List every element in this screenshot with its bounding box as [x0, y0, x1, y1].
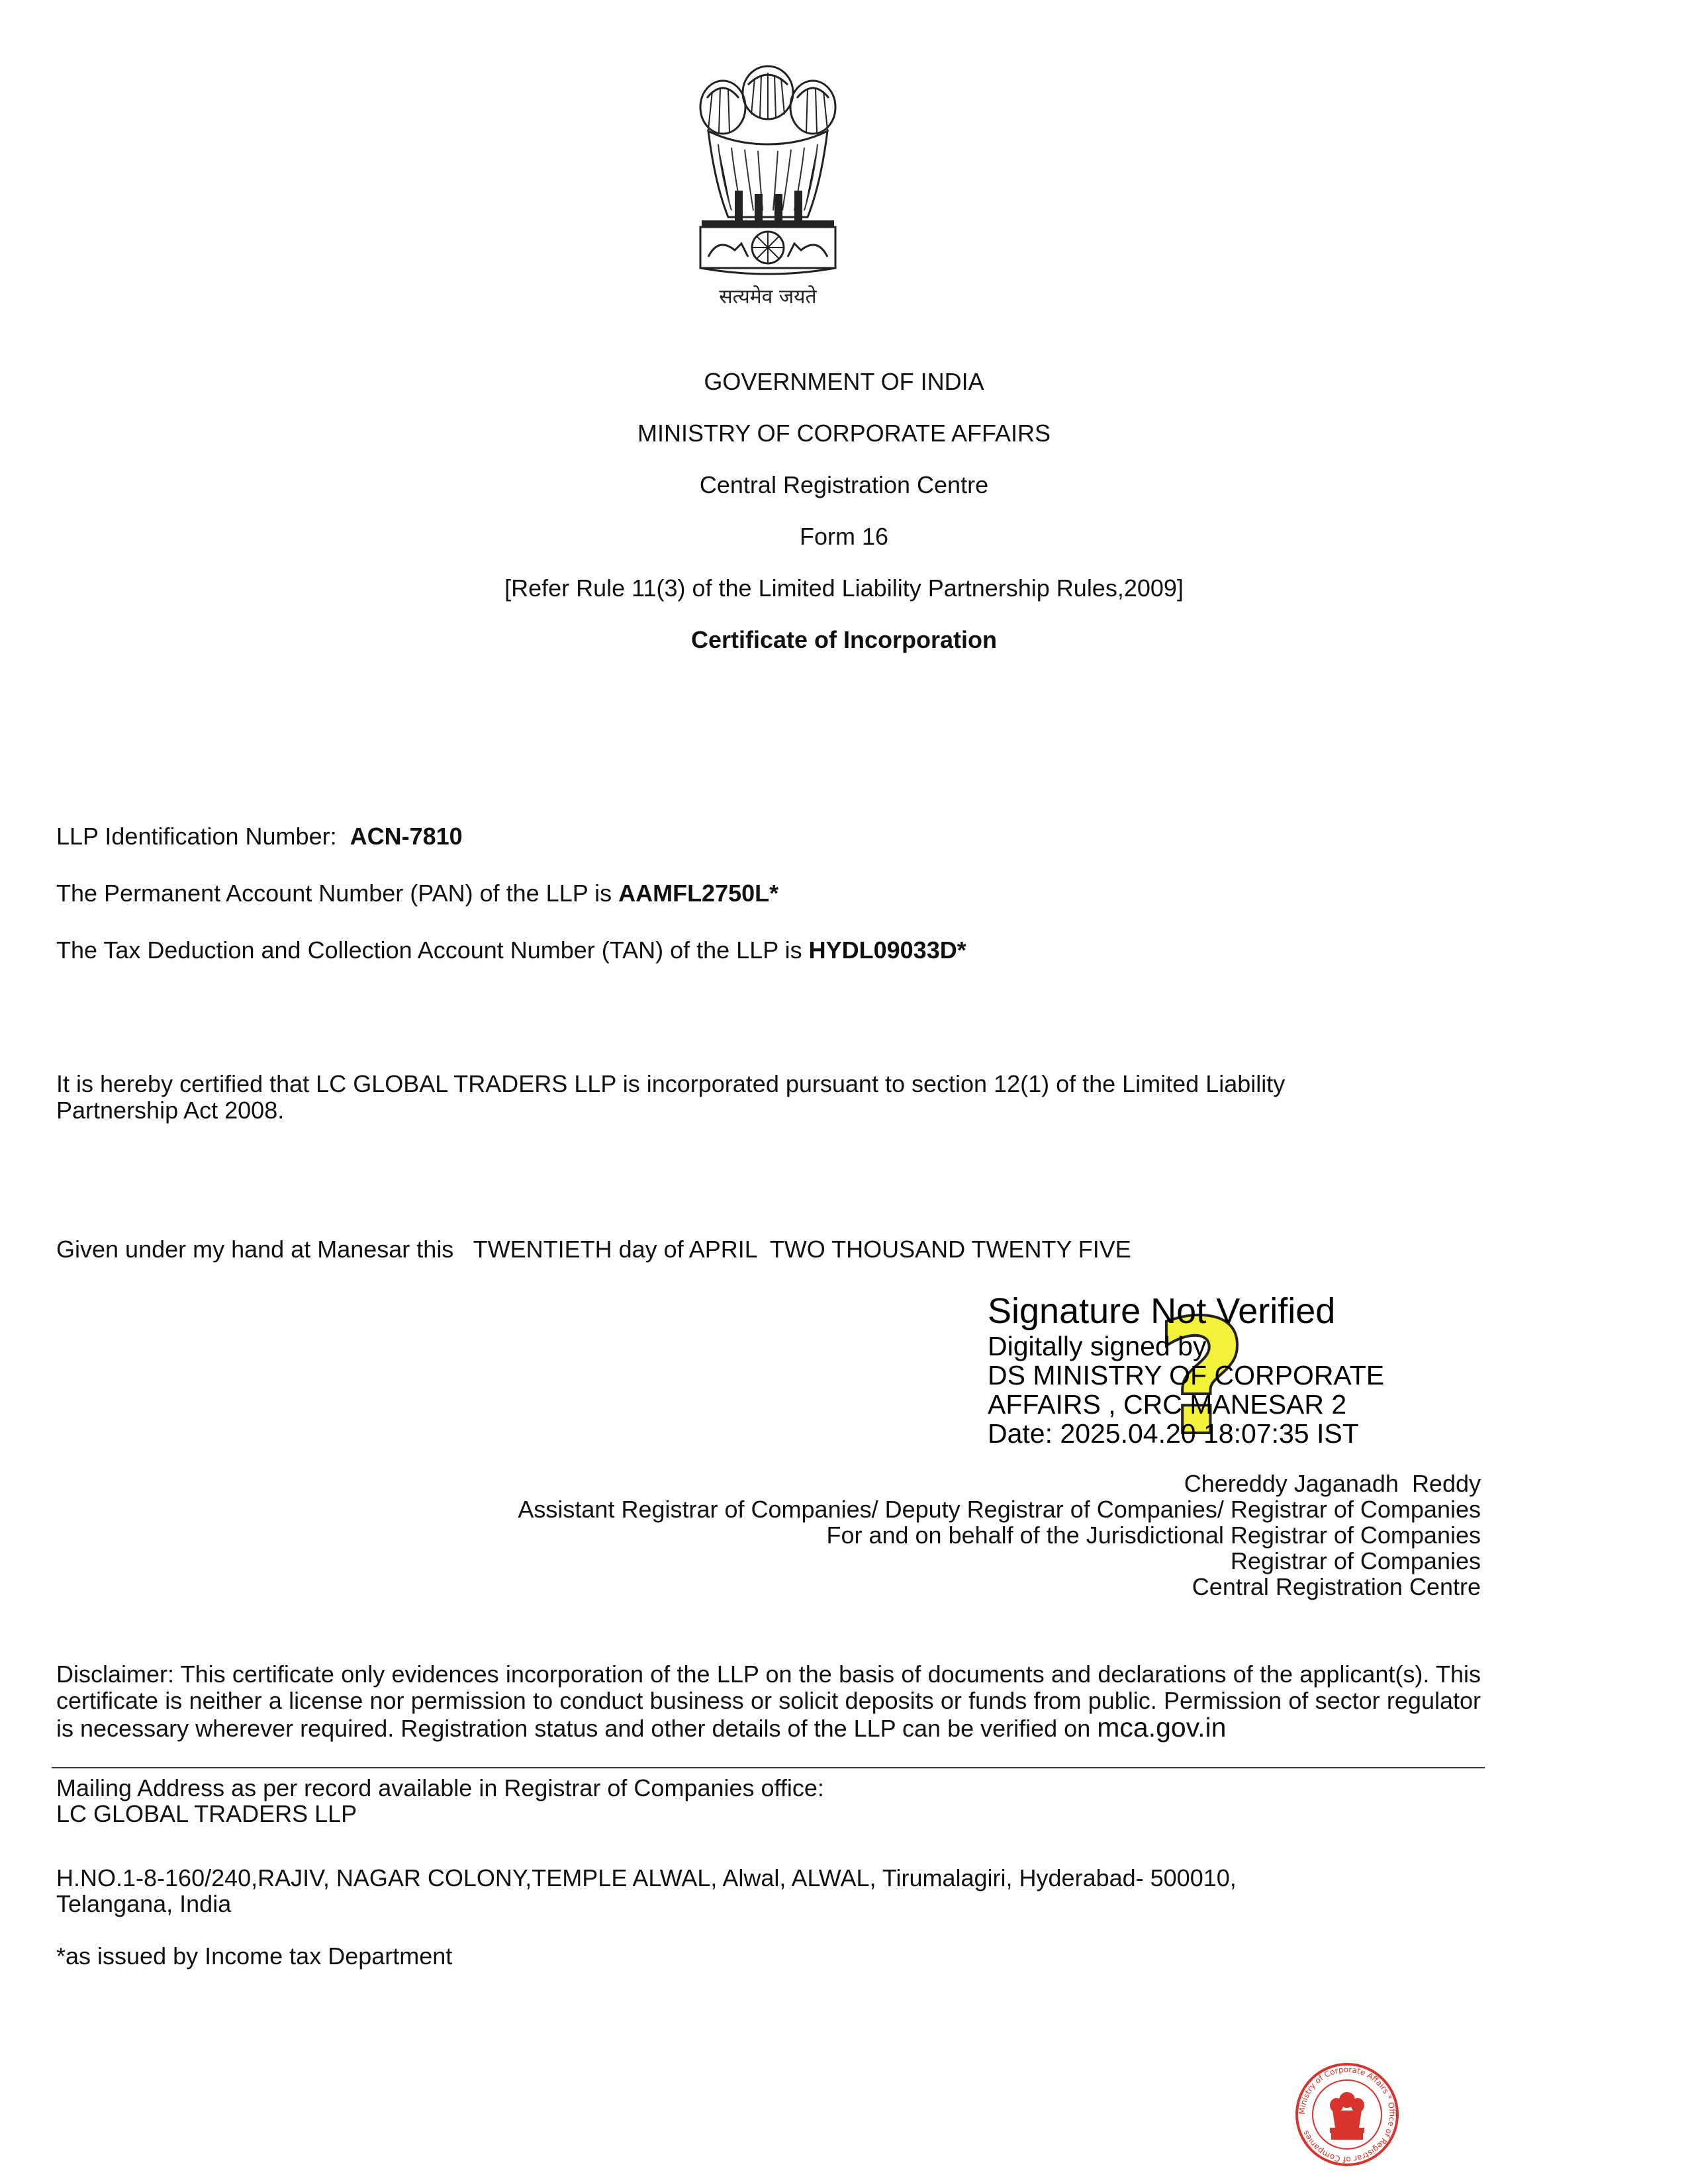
header-form: Form 16: [799, 523, 889, 550]
llpin-value: ACN-7810: [350, 823, 463, 850]
tan-line: [56, 937, 966, 964]
signatory-centre: Central Registration Centre: [1192, 1573, 1481, 1600]
mailing-name: LC GLOBAL TRADERS LLP: [56, 1800, 357, 1827]
header-centre: Central Registration Centre: [699, 471, 989, 498]
llpin-label: LLP Identification Number:: [56, 823, 337, 850]
divider: [52, 1767, 1485, 1768]
mailing-label: Mailing Address as per record available in Registrar of Companies office:: [56, 1774, 824, 1801]
tan-value: HYDL09033D*: [808, 936, 966, 964]
mca-link[interactable]: mca.gov.in: [1097, 1712, 1227, 1743]
signature-signer-line-1: DS MINISTRY OF CORPORATE: [988, 1360, 1385, 1390]
signature-date: Date: 2025.04.20 18:07:35 IST: [988, 1418, 1359, 1449]
digital-signature-block[interactable]: [988, 1291, 1491, 1448]
national-emblem-icon: [688, 52, 847, 316]
pan-value: AAMFL2750L*: [618, 880, 779, 907]
pan-label: The Permanent Account Number (PAN) of the LLP is: [56, 880, 612, 907]
header-rule-reference: [Refer Rule 11(3) of the Limited Liability Partnership Rules,2009]: [504, 574, 1184, 602]
tan-label: The Tax Deduction and Collection Account Number (TAN) of the LLP is: [56, 936, 802, 964]
seal-text: Ministry of Corporate Affairs * Office of Registrar of Companies: [1297, 2064, 1397, 2165]
svg-text:?: ?: [1155, 1300, 1248, 1453]
signature-signed-by-label: Digitally signed by: [988, 1331, 1207, 1361]
signatory-office: Registrar of Companies: [1230, 1547, 1481, 1574]
certification-line-2: Partnership Act 2008.: [56, 1097, 285, 1124]
emblem-motto: सत्यमेव जयते: [719, 285, 817, 308]
signatory-name: Chereddy Jaganadh Reddy: [1184, 1470, 1481, 1497]
header-government: GOVERNMENT OF INDIA: [704, 368, 984, 395]
footnote: *as issued by Income tax Department: [56, 1942, 453, 1970]
header-ministry: MINISTRY OF CORPORATE AFFAIRS: [637, 420, 1051, 447]
certification-line-1: It is hereby certified that LC GLOBAL TRADERS LLP is incorporated pursuant to section 12(1) of the Limited Liability: [56, 1070, 1286, 1097]
office-seal-icon: [1294, 2062, 1400, 2167]
signatory-designation: Assistant Registrar of Companies/ Deputy Registrar of Companies/ Registrar of Companies: [518, 1496, 1481, 1523]
disclaimer: [56, 1661, 1481, 1742]
signatory-behalf: For and on behalf of the Jurisdictional Registrar of Companies: [826, 1522, 1481, 1549]
signature-signer-line-2: AFFAIRS , CRC MANESAR 2: [988, 1389, 1347, 1420]
mailing-address-line-2: Telangana, India: [56, 1890, 232, 1917]
disclaimer-text: Disclaimer: This certificate only evidences incorporation of the LLP on the basis of documents and declarations of the applicant(s). This certificate is neither a license nor permission to conduct business or solicit deposits or funds from public. Permission of sector regulator is necessary wherever required. Registration status and other details of the LLP can be verified on: [56, 1661, 1481, 1742]
given-statement: Given under my hand at Manesar this TWENTIETH day of APRIL TWO THOUSAND TWENTY FIVE: [56, 1236, 1131, 1263]
llpin-line: [56, 823, 463, 850]
mailing-address-line-1: H.NO.1-8-160/240,RAJIV, NAGAR COLONY,TEMPLE ALWAL, Alwal, ALWAL, Tirumalagiri, Hyderabad- 500010,: [56, 1864, 1237, 1891]
pan-line: [56, 880, 778, 907]
certificate-title: Certificate of Incorporation: [690, 626, 998, 653]
signature-status: Signature Not Verified: [988, 1291, 1336, 1331]
